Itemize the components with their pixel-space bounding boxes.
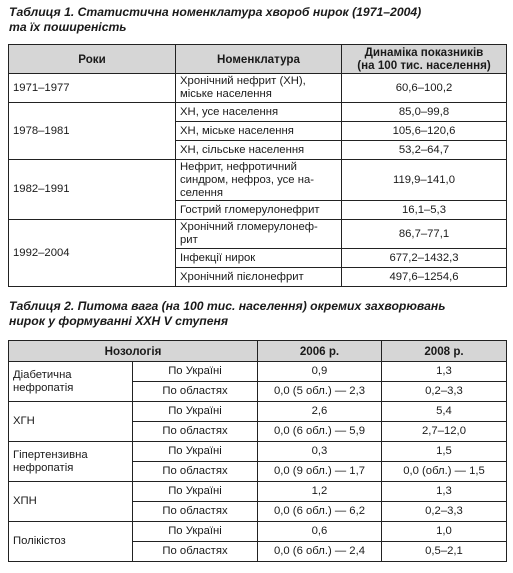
table2 xyxy=(8,340,507,562)
nomenclature-cell xyxy=(176,160,342,201)
value-2008-cell: 1,3 xyxy=(382,362,507,382)
header-dynamics-line1: Динаміка показників xyxy=(364,46,484,59)
value-2006-cell: 0,6 xyxy=(258,522,382,542)
value-2006-cell: 0,0 (5 обл.) — 2,3 xyxy=(258,382,382,402)
value-cell: 119,9–141,0 xyxy=(342,160,507,201)
nomenclature-cell: ХН, усе населення xyxy=(176,103,342,122)
value-2008-cell: 1,3 xyxy=(382,482,507,502)
value-2008-cell: 0,2–3,3 xyxy=(382,382,507,402)
period-cell: 1992–2004 xyxy=(9,220,176,287)
value-cell: 53,2–64,7 xyxy=(342,141,507,160)
value-2008-cell: 5,4 xyxy=(382,402,507,422)
nomenclature-line: Нефрит, нефротичний xyxy=(180,160,297,173)
value-cell: 85,0–99,8 xyxy=(342,103,507,122)
nomenclature-cell: ХН, міське населення xyxy=(176,122,342,141)
header-nomenclature: Номенклатура xyxy=(176,45,342,74)
table-row xyxy=(9,74,507,103)
period-cell: 1982–1991 xyxy=(9,160,176,220)
header-dynamics xyxy=(342,45,507,74)
scope-cell: По Україні xyxy=(133,522,258,542)
value-cell: 105,6–120,6 xyxy=(342,122,507,141)
nomenclature-line: Хронічний нефрит (ХН), xyxy=(180,75,306,87)
table2-caption-line2: нирок у формуванні ХХН V ступеня xyxy=(9,314,229,328)
table2-caption-line1: Таблиця 2. Питома вага (на 100 тис. населення) окремих захворювань xyxy=(9,299,446,313)
nomenclature-cell: Інфекції нирок xyxy=(176,249,342,268)
nosology-cell: ХПН xyxy=(9,482,133,522)
value-cell: 16,1–5,3 xyxy=(342,201,507,220)
header-years: Роки xyxy=(9,45,176,74)
value-2008-cell: 0,5–2,1 xyxy=(382,542,507,562)
header-2008: 2008 р. xyxy=(382,341,507,362)
value-2008-cell: 1,0 xyxy=(382,522,507,542)
nosology-cell xyxy=(9,442,133,482)
nomenclature-line: Хронічний гломерулонеф- xyxy=(180,221,318,233)
table-row xyxy=(9,220,507,249)
table1-header-row xyxy=(9,45,507,74)
scope-cell: По областях xyxy=(133,422,258,442)
value-2006-cell: 0,0 (6 обл.) — 2,4 xyxy=(258,542,382,562)
table-row xyxy=(9,160,507,201)
scope-cell: По областях xyxy=(133,542,258,562)
nosology-line: нефропатія xyxy=(13,381,74,394)
nomenclature-line: селення xyxy=(180,186,224,199)
header-nosology: Нозологія xyxy=(9,341,258,362)
value-2006-cell: 2,6 xyxy=(258,402,382,422)
scope-cell: По Україні xyxy=(133,362,258,382)
table-row xyxy=(9,482,507,502)
header-2006: 2006 р. xyxy=(258,341,382,362)
nosology-cell: Полікістоз xyxy=(9,522,133,562)
period-cell: 1978–1981 xyxy=(9,103,176,160)
scope-cell: По Україні xyxy=(133,482,258,502)
table-row xyxy=(9,362,507,382)
value-2006-cell: 1,2 xyxy=(258,482,382,502)
nomenclature-line: рит xyxy=(180,234,198,246)
table2-header-row xyxy=(9,341,507,362)
scope-cell: По областях xyxy=(133,382,258,402)
value-cell: 497,6–1254,6 xyxy=(342,268,507,287)
period-cell: 1971–1977 xyxy=(9,74,176,103)
table1 xyxy=(8,44,507,287)
value-2006-cell: 0,0 (6 обл.) — 6,2 xyxy=(258,502,382,522)
header-dynamics-line2: (на 100 тис. населення) xyxy=(357,59,491,72)
table1-caption-line1: Таблиця 1. Статистична номенклатура хвороб нирок (1971–2004) xyxy=(9,5,422,19)
nosology-cell: ХГН xyxy=(9,402,133,442)
scope-cell: По Україні xyxy=(133,442,258,462)
table1-caption xyxy=(9,5,509,35)
table-row xyxy=(9,442,507,462)
scope-cell: По областях xyxy=(133,462,258,482)
value-2008-cell: 0,2–3,3 xyxy=(382,502,507,522)
nomenclature-cell xyxy=(176,74,342,103)
value-2006-cell: 0,0 (9 обл.) — 1,7 xyxy=(258,462,382,482)
value-2008-cell: 2,7–12,0 xyxy=(382,422,507,442)
table-row xyxy=(9,522,507,542)
nosology-line: Гіпертензивна xyxy=(13,448,88,461)
nomenclature-cell xyxy=(176,220,342,249)
value-cell: 677,2–1432,3 xyxy=(342,249,507,268)
nomenclature-cell: ХН, сільське населення xyxy=(176,141,342,160)
nosology-cell xyxy=(9,362,133,402)
value-cell: 60,6–100,2 xyxy=(342,74,507,103)
value-2006-cell: 0,3 xyxy=(258,442,382,462)
value-2006-cell: 0,0 (6 обл.) — 5,9 xyxy=(258,422,382,442)
scope-cell: По областях xyxy=(133,502,258,522)
table2-caption xyxy=(9,299,509,329)
nomenclature-cell: Хронічний пієлонефрит xyxy=(176,268,342,287)
nomenclature-line: синдром, нефроз, усе на- xyxy=(180,173,314,186)
nomenclature-cell: Гострий гломерулонефрит xyxy=(176,201,342,220)
value-cell: 86,7–77,1 xyxy=(342,220,507,249)
value-2008-cell: 1,5 xyxy=(382,442,507,462)
nosology-line: нефропатія xyxy=(13,461,74,474)
value-2006-cell: 0,9 xyxy=(258,362,382,382)
nosology-line: Діабетична xyxy=(13,368,72,381)
table1-caption-line2: та їх поширеність xyxy=(9,20,127,34)
table-row xyxy=(9,402,507,422)
table-row xyxy=(9,103,507,122)
value-2008-cell: 0,0 (обл.) — 1,5 xyxy=(382,462,507,482)
nomenclature-line: міське населення xyxy=(180,88,272,100)
scope-cell: По Україні xyxy=(133,402,258,422)
